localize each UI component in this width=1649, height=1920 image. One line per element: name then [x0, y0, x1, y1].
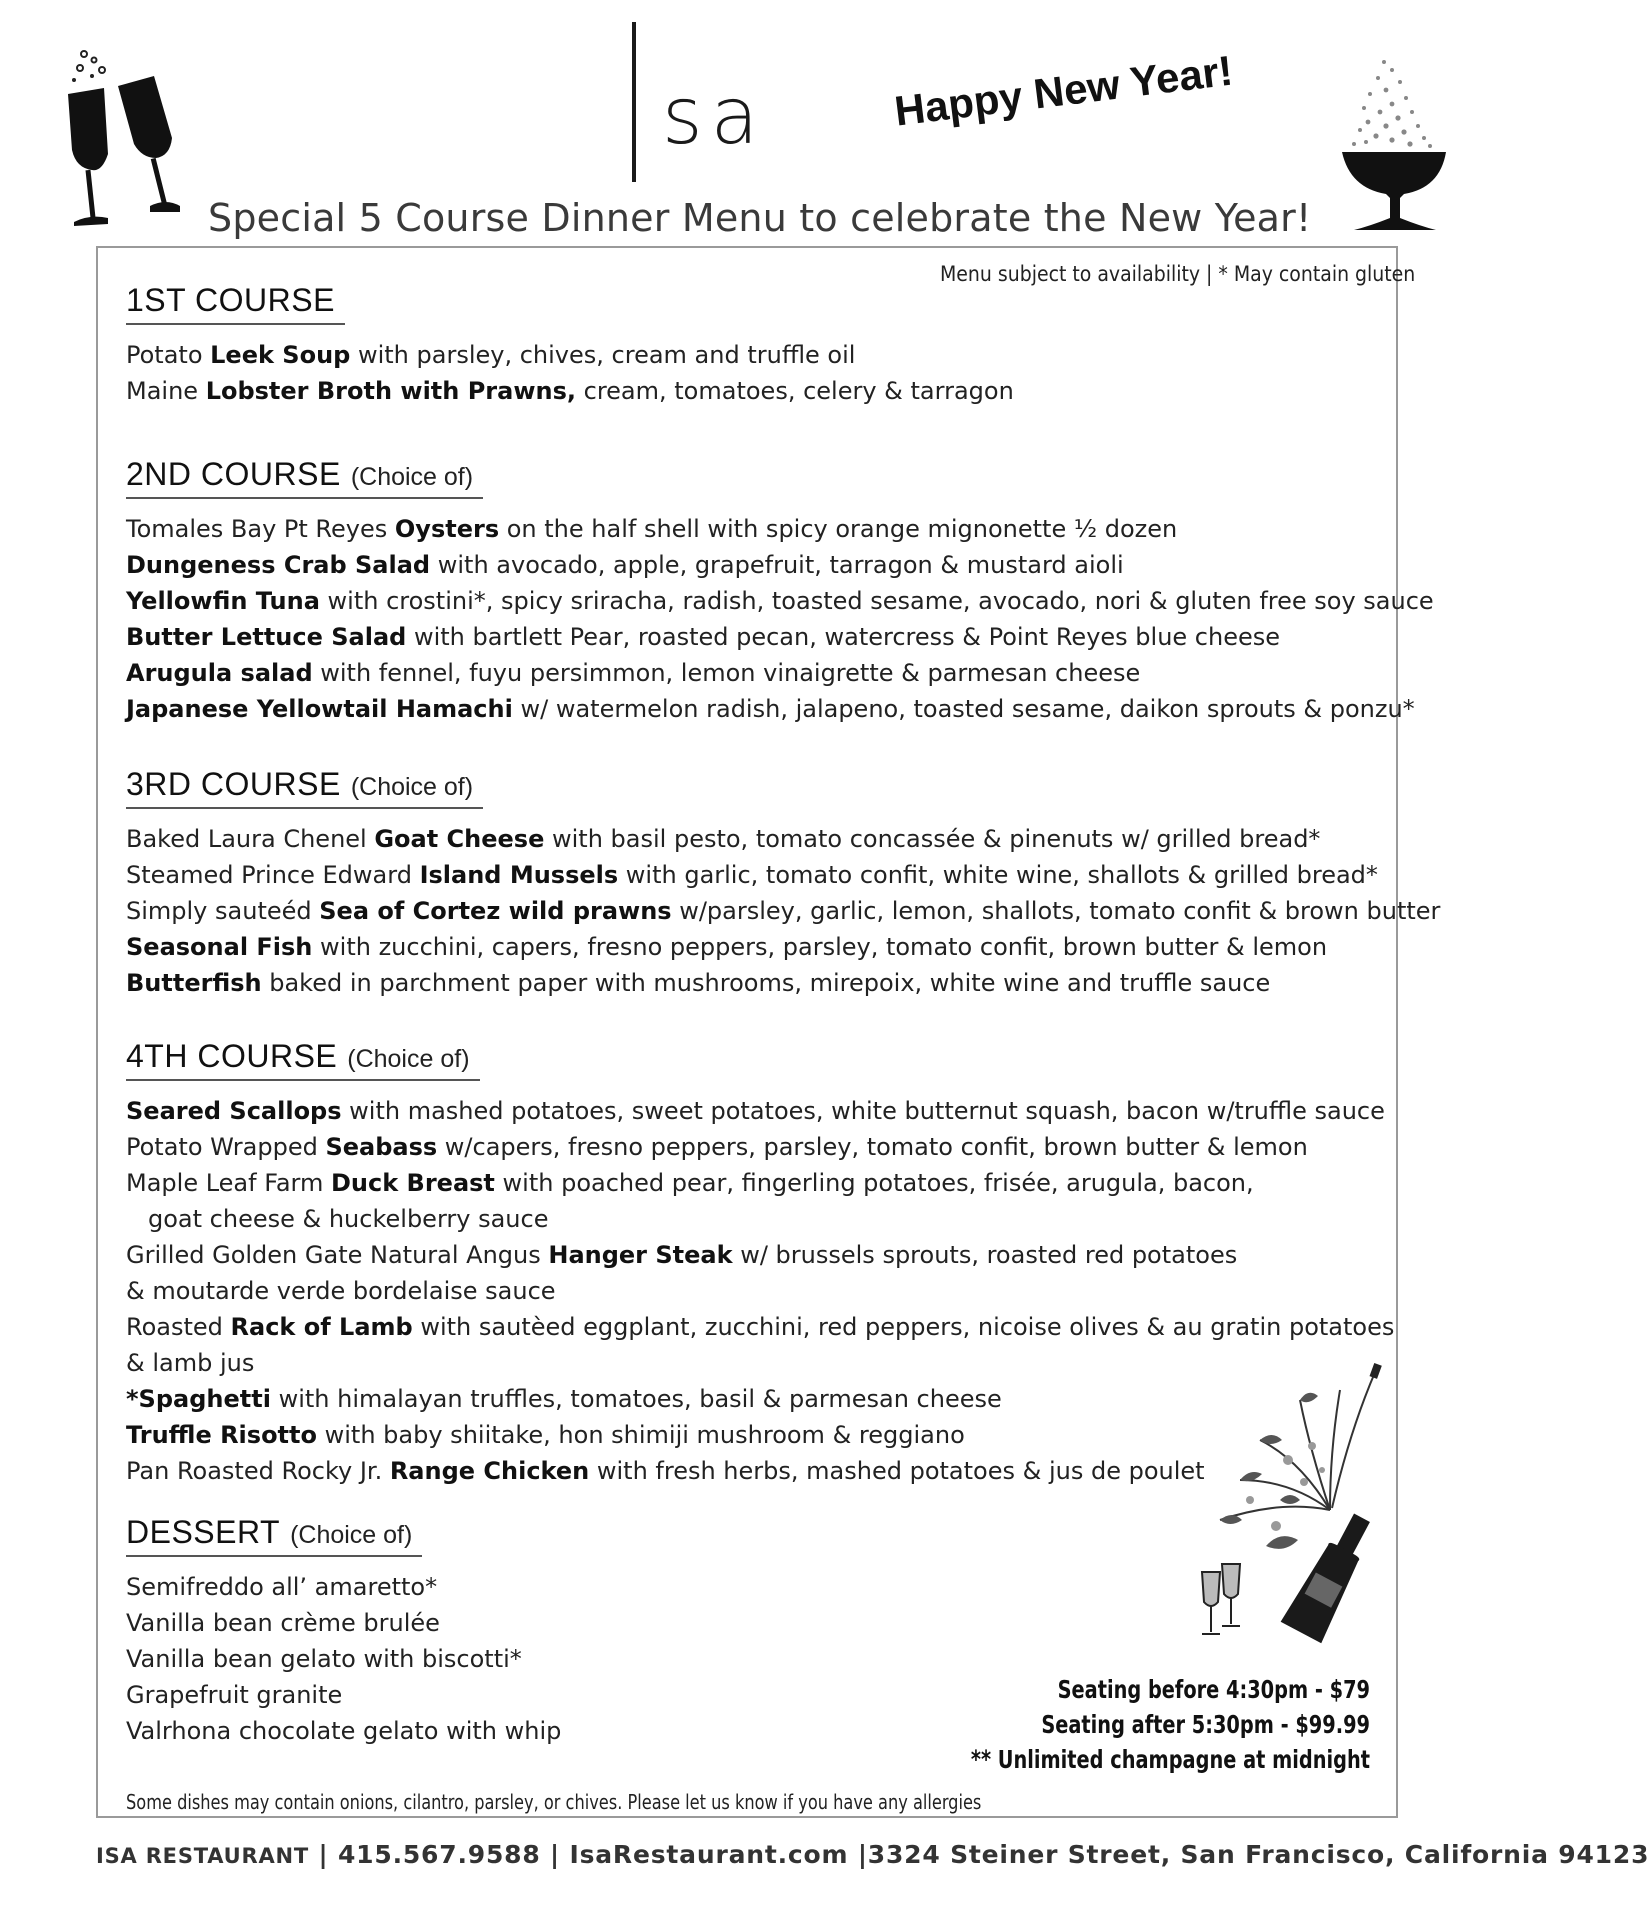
menu-item: Maple Leaf Farm Duck Breast with poached pear, fingerling potatoes, frisée, arugula, bacon, [126, 1169, 1254, 1197]
website-link[interactable]: IsaRestaurant.com [569, 1840, 849, 1869]
pricing-block [966, 1672, 1370, 1777]
address: 3324 Steiner Street, San Francisco, California 94123 [867, 1840, 1649, 1869]
menu-item: *Spaghetti with himalayan truffles, tomatoes, basil & parmesan cheese [126, 1385, 1002, 1413]
menu-item-continued: goat cheese & huckelberry sauce [148, 1205, 549, 1233]
course-heading [126, 1038, 480, 1081]
champagne-glasses-icon [62, 46, 182, 236]
course-subtitle: (Choice of) [350, 773, 474, 801]
page-title: Special 5 Course Dinner Menu to celebrate the New Year! [208, 196, 1312, 240]
course-dessert [126, 1514, 561, 1749]
course-title: 3RD COURSE [126, 766, 341, 802]
menu-item: Roasted Rack of Lamb with sautèed eggplant, zucchini, red peppers, nicoise olives & au gratin potatoes [126, 1313, 1395, 1341]
course-2 [126, 456, 1434, 727]
menu-item: Arugula salad with fennel, fuyu persimmon, lemon vinaigrette & parmesan cheese [126, 659, 1141, 687]
menu-item: Seasonal Fish with zucchini, capers, fresno peppers, parsley, tomato confit, brown butter & lemon [126, 933, 1328, 961]
course-items [126, 511, 1434, 727]
menu-item: Valrhona chocolate gelato with whip [126, 1717, 562, 1745]
menu-item: Tomales Bay Pt Reyes Oysters on the half shell with spicy orange mignonette ½ dozen [126, 515, 1178, 543]
menu-item: Butterfish baked in parchment paper with mushrooms, mirepoix, white wine and truffle sauce [126, 969, 1271, 997]
menu-item: Simply sauteéd Sea of Cortez wild prawns w/parsley, garlic, lemon, shallots, tomato confit & brown butter [126, 897, 1441, 925]
course-title: DESSERT [126, 1514, 281, 1550]
course-subtitle: (Choice of) [290, 1521, 413, 1549]
menu-item: Grapefruit granite [126, 1681, 343, 1709]
restaurant-name: ISA RESTAURANT [96, 1844, 310, 1868]
course-heading [126, 282, 345, 325]
logo: sa [662, 72, 767, 162]
footer-separator: | [550, 1840, 570, 1869]
menu-item: Semifreddo all’ amaretto* [126, 1573, 438, 1601]
champagne-note: ** Unlimited champagne at midnight [970, 1745, 1370, 1774]
course-items [126, 337, 1014, 409]
menu-item-continued: & moutarde verde bordelaise sauce [126, 1277, 556, 1305]
menu-item: Vanilla bean gelato with biscotti* [126, 1645, 522, 1673]
footer-separator: | [318, 1840, 338, 1869]
menu-item: Potato Leek Soup with parsley, chives, cream and truffle oil [126, 341, 856, 369]
menu-item: Steamed Prince Edward Island Mussels with garlic, tomato confit, white wine, shallots & grilled bread* [126, 861, 1378, 889]
allergy-note: Some dishes may contain onions, cilantro, parsley, or chives. Please let us know if you have any allergies [126, 1790, 982, 1814]
course-subtitle: (Choice of) [350, 463, 474, 491]
course-1 [126, 282, 1014, 409]
course-items [126, 1569, 561, 1749]
menu-item: Seared Scallops with mashed potatoes, sweet potatoes, white butternut squash, bacon w/truffle sauce [126, 1097, 1385, 1125]
menu-item: Maine Lobster Broth with Prawns, cream, tomatoes, celery & tarragon [126, 377, 1014, 405]
happy-new-year-text: Happy New Year! [892, 46, 1236, 135]
price-late-seating: Seating after 5:30pm - $99.99 [1041, 1710, 1370, 1739]
course-title: 2ND COURSE [126, 456, 341, 492]
menu-item: Yellowfin Tuna with crostini*, spicy sriracha, radish, toasted sesame, avocado, nori & gluten free soy sauce [126, 587, 1434, 615]
menu-item: Baked Laura Chenel Goat Cheese with basil pesto, tomato concassée & pinenuts w/ grilled bread* [126, 825, 1321, 853]
logo-bar [632, 22, 636, 182]
menu-item: Dungeness Crab Salad with avocado, apple, grapefruit, tarragon & mustard aioli [126, 551, 1124, 579]
course-heading [126, 766, 483, 809]
menu-item: Grilled Golden Gate Natural Angus Hanger Steak w/ brussels sprouts, roasted red potatoes [126, 1241, 1238, 1269]
menu-item: Truffle Risotto with baby shiitake, hon shimiji mushroom & reggiano [126, 1421, 965, 1449]
course-heading [126, 1514, 422, 1557]
course-heading [126, 456, 483, 499]
menu-item: Potato Wrapped Seabass w/capers, fresno peppers, parsley, tomato confit, brown butter & lemon [126, 1133, 1308, 1161]
footer-separator: | [857, 1840, 868, 1869]
course-title: 1ST COURSE [126, 282, 335, 318]
menu-item: Vanilla bean crème brulée [126, 1609, 440, 1637]
champagne-coupe-icon [1340, 48, 1450, 238]
course-title: 4TH COURSE [126, 1038, 338, 1074]
course-3 [126, 766, 1440, 1001]
price-early-seating: Seating before 4:30pm - $79 [1057, 1675, 1370, 1704]
course-items [126, 821, 1440, 1001]
phone-number[interactable]: 415.567.9588 [337, 1840, 541, 1869]
menu-item: Butter Lettuce Salad with bartlett Pear, roasted pecan, watercress & Point Reyes blue cheese [126, 623, 1281, 651]
menu-item: Pan Roasted Rocky Jr. Range Chicken with fresh herbs, mashed potatoes & jus de poulet [126, 1457, 1205, 1485]
champagne-bottle-fireworks-icon [1180, 1350, 1390, 1650]
footer [96, 1840, 1649, 1869]
menu-item: Japanese Yellowtail Hamachi w/ watermelon radish, jalapeno, toasted sesame, daikon sprouts & ponzu* [126, 695, 1415, 723]
course-subtitle: (Choice of) [347, 1045, 470, 1073]
availability-note: Menu subject to availability | * May contain gluten [940, 262, 1416, 286]
menu-item-continued: & lamb jus [126, 1349, 255, 1377]
